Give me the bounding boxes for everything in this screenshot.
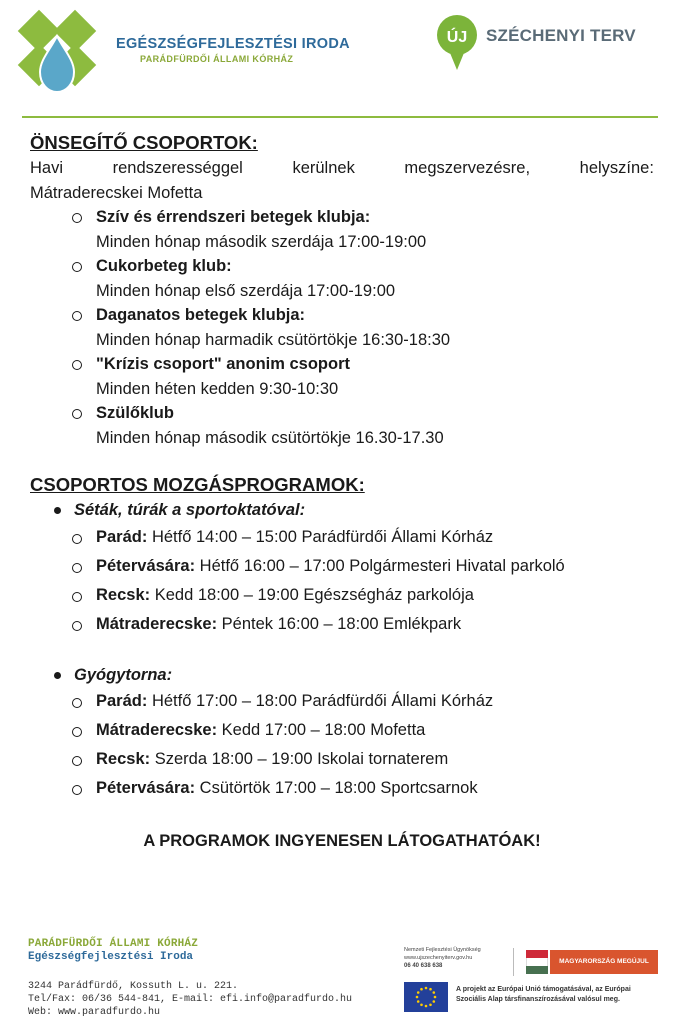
list-item [30, 716, 654, 745]
footer-web: Web: www.paradfurdo.hu [28, 1007, 161, 1018]
program-detail: Szerda 18:00 – 19:00 Iskolai tornaterem [154, 750, 449, 768]
list-item [30, 552, 654, 581]
group-name: Szülőklub [96, 404, 174, 422]
list-item [30, 687, 654, 716]
circle-bullet-icon [72, 409, 82, 419]
nfu-web: www.ujszechenyiterv.gov.hu [404, 955, 473, 961]
circle-bullet-icon [72, 727, 82, 737]
page-header [0, 0, 678, 120]
disc-bullet-icon [54, 507, 61, 514]
list-item [30, 401, 654, 450]
program-place: Recsk: [96, 585, 151, 604]
org-name: EGÉSZSÉGFEJLESZTÉSI IRODA [116, 36, 350, 52]
page-footer [0, 930, 678, 1024]
nfu-name: Nemzeti Fejlesztési Ügynökség [404, 947, 481, 953]
intro-word: Havi [30, 159, 64, 177]
intro-word: rendszerességgel [112, 159, 243, 177]
circle-bullet-icon [72, 213, 82, 223]
footer-divider [513, 948, 514, 976]
circle-bullet-icon [72, 592, 82, 602]
list-item [30, 774, 654, 803]
health-office-logo [12, 8, 108, 98]
group-name: Cukorbeteg klub: [96, 257, 232, 275]
program-place: Mátraderecske: [96, 614, 218, 633]
program-place: Parád: [96, 692, 148, 710]
list-item [30, 745, 654, 774]
program-place: Parád: [96, 527, 148, 546]
circle-bullet-icon [72, 563, 82, 573]
footer-office-name: Egészségfejlesztési Iroda [28, 951, 194, 963]
group-name: Szív és érrendszeri betegek klubja: [96, 208, 371, 226]
circle-bullet-icon [72, 621, 82, 631]
program-place: Pétervására: [96, 779, 196, 797]
circle-bullet-icon [72, 698, 82, 708]
gym-heading [30, 663, 654, 688]
list-item [30, 303, 654, 352]
szechenyi-terv-title: SZÉCHENYI TERV [486, 26, 636, 45]
group-name: "Krízis csoport" anonim csoport [96, 355, 351, 373]
hungary-flag-icon [526, 950, 548, 974]
program-detail: Kedd 18:00 – 19:00 Egészségház parkolója [154, 585, 474, 604]
eu-line-1: A projekt az Európai Unió támogatásával, az Európai [456, 986, 631, 993]
main-content [30, 130, 654, 854]
org-subtitle: PARÁDFÜRDŐI ÁLLAMI KÓRHÁZ [140, 54, 294, 64]
nfu-block [404, 946, 481, 970]
intro-location: Mátraderecskei Mofetta [30, 183, 203, 202]
circle-bullet-icon [72, 262, 82, 272]
group-schedule: Minden hónap első szerdája 17:00-19:00 [96, 281, 396, 300]
circle-bullet-icon [72, 785, 82, 795]
szt-mark-text: ÚJ [446, 29, 468, 46]
list-item [30, 352, 654, 401]
circle-bullet-icon [72, 534, 82, 544]
program-detail: Hétfő 14:00 – 15:00 Parádfürdői Állami Kórház [151, 527, 494, 546]
free-admission-note: A PROGRAMOK INGYENESEN LÁTOGATHATÓAK! [143, 832, 541, 850]
intro-word: megszervezésre, [404, 159, 531, 177]
intro-word: kerülnek [292, 159, 355, 177]
program-detail: Kedd 17:00 – 18:00 Mofetta [221, 721, 426, 739]
circle-bullet-icon [72, 360, 82, 370]
group-schedule: Minden héten kedden 9:30-10:30 [96, 379, 339, 398]
eu-line-2: Szociális Alap társfinanszírozásával valósul meg. [456, 996, 620, 1003]
self-help-title: ÖNSEGÍTŐ CSOPORTOK: [30, 132, 258, 153]
program-detail: Csütörtök 17:00 – 18:00 Sportcsarnok [199, 779, 478, 797]
program-detail: Hétfő 17:00 – 18:00 Parádfürdői Állami Kórház [151, 692, 494, 710]
gym-label: Gyógytorna: [74, 665, 173, 684]
group-name: Daganatos betegek klubja: [96, 306, 306, 324]
program-detail: Péntek 16:00 – 18:00 Emlékpark [221, 614, 462, 633]
szechenyi-terv-logo [436, 14, 482, 72]
footer-address: 3244 Parádfürdő, Kossuth L. u. 221. [28, 981, 239, 992]
nfu-phone: 06 40 638 638 [404, 963, 443, 969]
walks-label: Séták, túrák a sportoktatóval: [74, 501, 306, 519]
movement-title: CSOPORTOS MOZGÁSPROGRAMOK: [30, 474, 365, 495]
eu-funding-note [456, 985, 631, 1005]
list-item [30, 523, 654, 552]
program-detail: Hétfő 16:00 – 17:00 Polgármesteri Hivatal parkoló [199, 556, 565, 575]
group-schedule: Minden hónap harmadik csütörtökje 16:30-18:30 [96, 330, 451, 349]
circle-bullet-icon [72, 756, 82, 766]
eu-flag-icon [404, 982, 448, 1012]
disc-bullet-icon [54, 672, 61, 679]
list-item [30, 205, 654, 254]
circle-bullet-icon [72, 311, 82, 321]
walks-heading [30, 498, 654, 523]
list-item [30, 254, 654, 303]
intro-word: helyszíne: [579, 159, 654, 177]
footer-hospital-name: PARÁDFÜRDŐI ÁLLAMI KÓRHÁZ [28, 938, 199, 950]
footer-contact [28, 980, 352, 1019]
program-place: Pétervására: [96, 556, 196, 575]
self-help-group-list [30, 205, 654, 450]
program-place: Recsk: [96, 750, 151, 768]
list-item [30, 581, 654, 610]
list-item [30, 610, 654, 639]
group-schedule: Minden hónap második szerdája 17:00-19:00 [96, 232, 427, 251]
magyarorszag-megujul-badge: MAGYARORSZÁG MEGÚJUL [550, 950, 658, 974]
footer-phone-email: Tel/Fax: 06/36 544-841, E-mail: efi.info@paradfurdo.hu [28, 994, 353, 1005]
header-divider [22, 116, 658, 118]
self-help-intro [30, 156, 654, 205]
group-schedule: Minden hónap második csütörtökje 16.30-17.30 [96, 428, 444, 447]
program-place: Mátraderecske: [96, 721, 218, 739]
